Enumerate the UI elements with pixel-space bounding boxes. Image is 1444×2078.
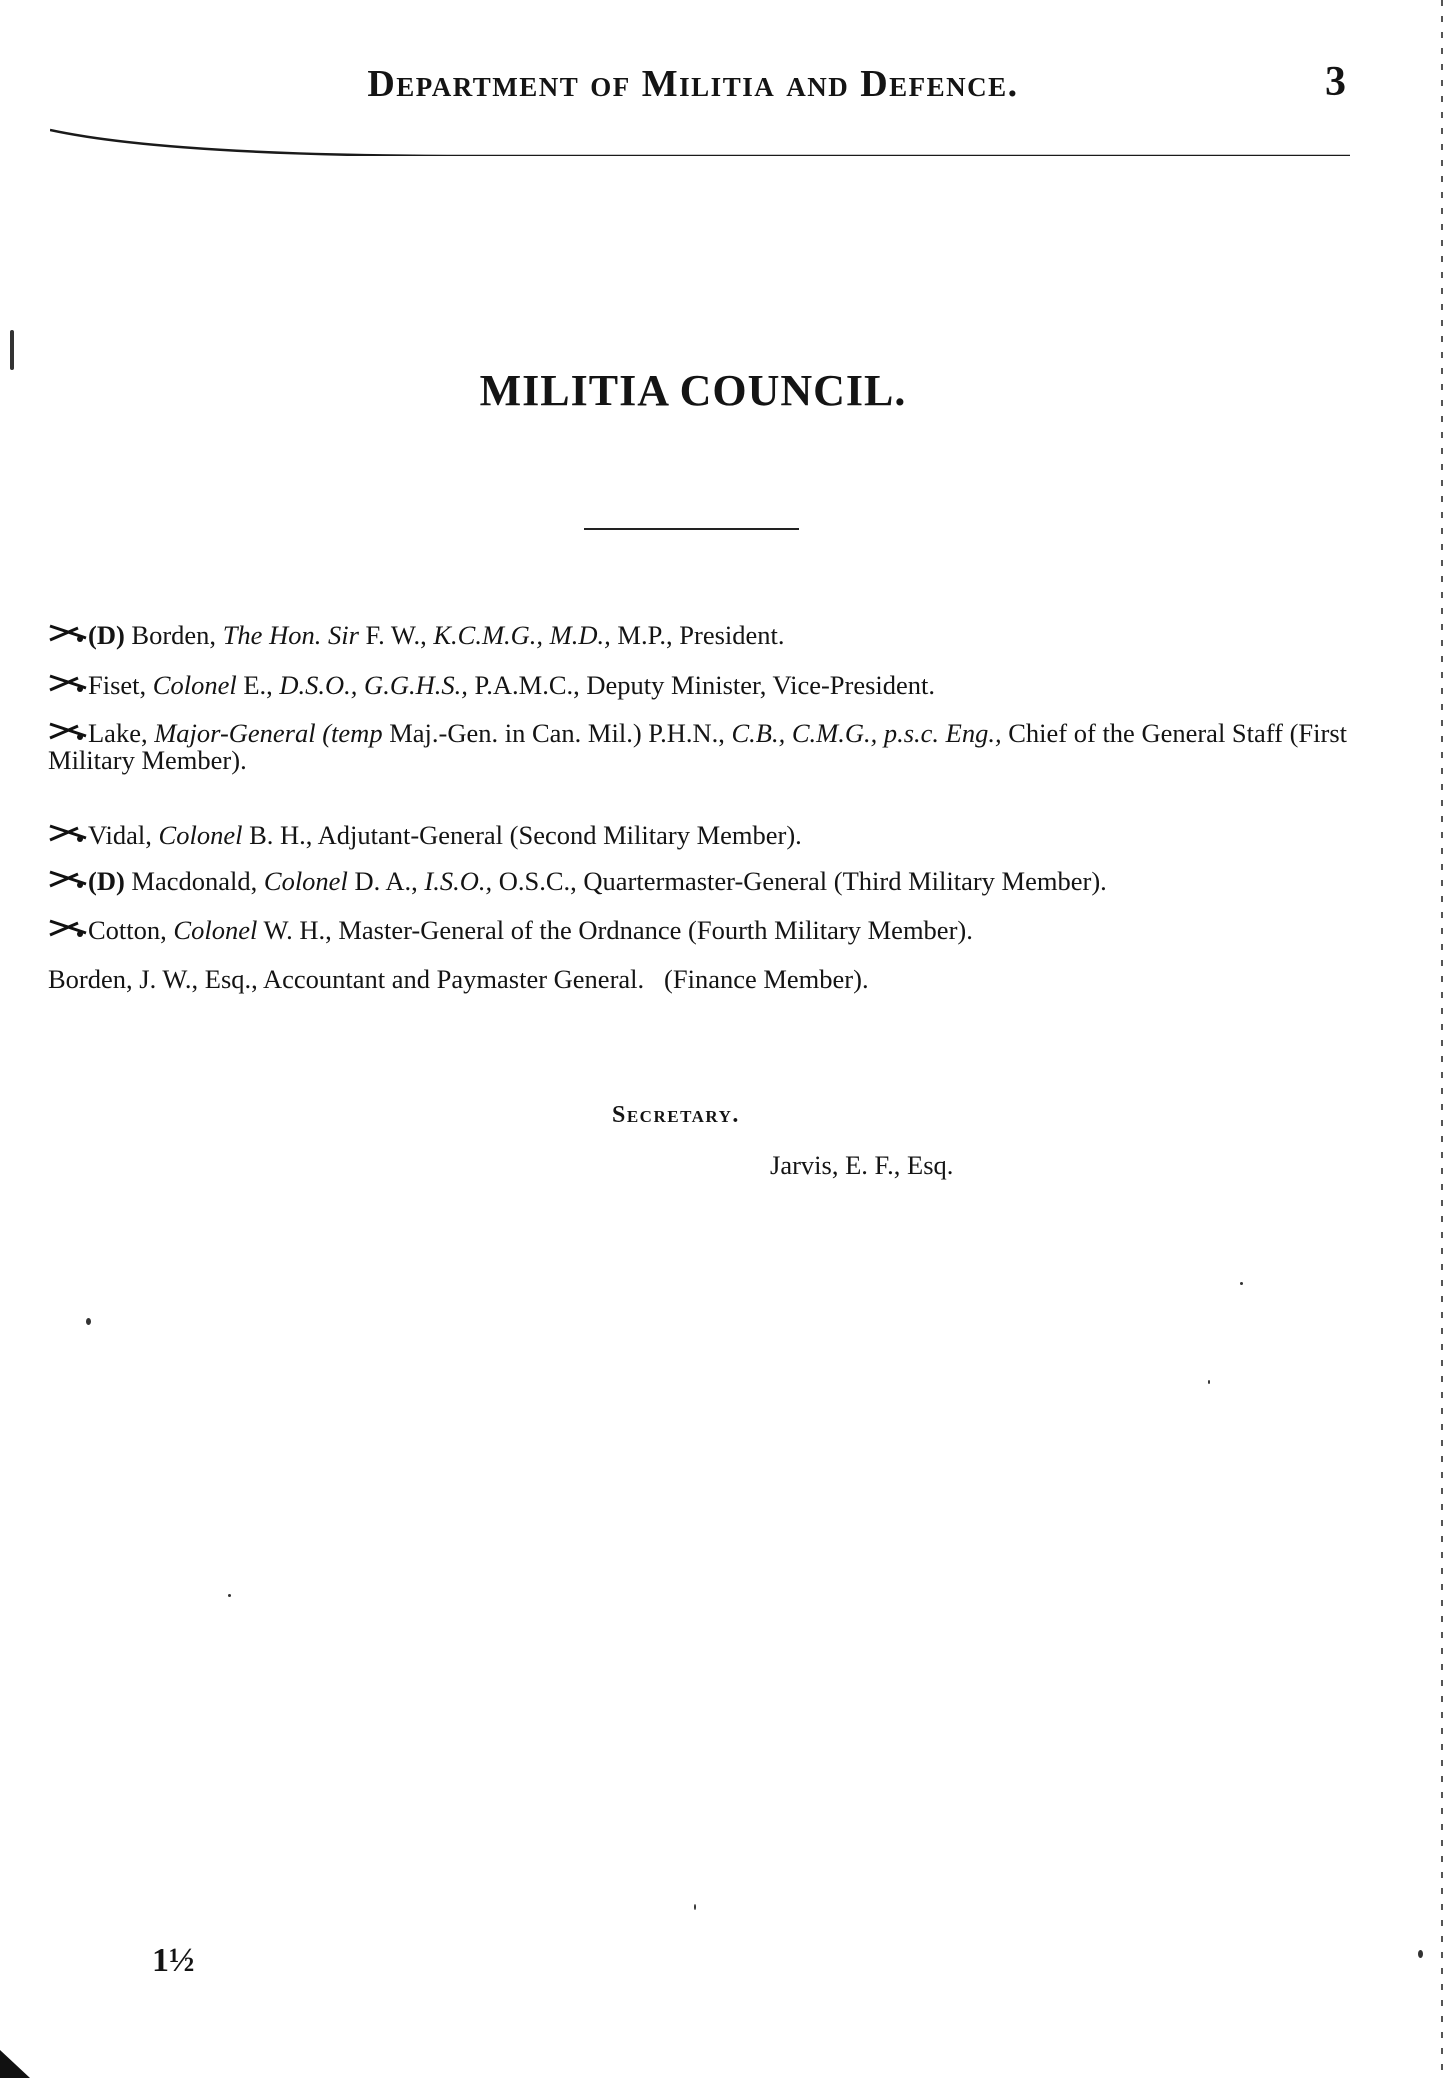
- secretary-heading: Secretary.: [612, 1102, 740, 1128]
- member-honours: D.S.O., G.G.H.S.,: [279, 670, 468, 700]
- member-office: Master-General of the Ordnance (Fourth Military Member).: [338, 915, 973, 945]
- member-initials: W. H.,: [263, 915, 332, 945]
- member-office: Adjutant-General (Second Military Member).: [317, 820, 802, 850]
- member-rank: The Hon. Sir: [222, 620, 359, 650]
- member-entry: [48, 720, 1358, 774]
- scan-speck: [10, 330, 14, 370]
- corner-shadow: [0, 2030, 50, 2078]
- scan-speck: [694, 1904, 696, 1910]
- member-office: P.A.M.C., Deputy Minister, Vice-President.: [474, 670, 936, 700]
- member-entry: [48, 964, 1358, 995]
- header-rule: [50, 126, 1350, 156]
- member-office: O.S.C., Quartermaster-General (Third Military Member).: [498, 866, 1107, 896]
- member-entry: [48, 915, 1358, 946]
- member-entry: [48, 866, 1358, 897]
- member-entry: [48, 670, 1358, 701]
- member-rank: Major-General: [154, 718, 316, 748]
- scan-speck: [228, 1594, 231, 1597]
- scan-speck: [86, 1318, 91, 1325]
- member-surname: Macdonald,: [131, 866, 258, 896]
- member-marker: (D): [88, 866, 125, 896]
- member-initials: Maj.-Gen. in Can. Mil.) P.H.N.,: [389, 718, 725, 748]
- member-rank: Colonel: [263, 866, 348, 896]
- printer-signature-mark: 1½: [152, 1942, 195, 1979]
- member-surname: Lake,: [88, 718, 148, 748]
- scissors-mark-icon: [48, 720, 88, 744]
- member-initials: B. H.,: [249, 820, 313, 850]
- page-edge: [1436, 0, 1444, 2078]
- member-honours: I.S.O.,: [424, 866, 493, 896]
- title-divider: [584, 528, 799, 530]
- scissors-mark-icon: [48, 822, 88, 846]
- secretary-name: Jarvis, E. F., Esq.: [770, 1150, 954, 1180]
- member-rank: Colonel: [173, 915, 258, 945]
- running-header: [0, 58, 1444, 118]
- scissors-mark-icon: [48, 917, 88, 941]
- scan-speck: [1418, 1950, 1423, 1958]
- member-honours: K.C.M.G., M.D.,: [433, 620, 611, 650]
- member-initials: F. W.,: [365, 620, 427, 650]
- member-entry: [48, 820, 1358, 851]
- member-initials: J. W., Esq.,: [139, 964, 258, 994]
- member-initials: E.,: [243, 670, 273, 700]
- member-entry: [48, 620, 1358, 651]
- scan-speck: [1208, 1380, 1210, 1384]
- page-title: MILITIA COUNCIL.: [479, 366, 907, 415]
- member-temp-rank: (temp: [322, 718, 383, 748]
- member-rank: Colonel: [152, 670, 237, 700]
- member-office: M.P., President.: [617, 620, 785, 650]
- member-honours: C.B., C.M.G., p.s.c. Eng.,: [731, 718, 1002, 748]
- member-surname: Fiset,: [88, 670, 147, 700]
- scissors-mark-icon: [48, 868, 88, 892]
- member-rank: Colonel: [158, 820, 243, 850]
- page-number: 3: [1325, 59, 1346, 105]
- scissors-mark-icon: [48, 672, 88, 696]
- member-initials: D. A.,: [354, 866, 418, 896]
- member-surname: Borden,: [131, 620, 217, 650]
- member-office: Accountant and Paymaster General. (Finance Member).: [262, 964, 869, 994]
- member-surname: Cotton,: [88, 915, 167, 945]
- scan-speck: [1240, 1282, 1243, 1285]
- member-office: Chief of the General Staff (First Military Member).: [48, 718, 1348, 775]
- member-surname: Vidal,: [88, 820, 152, 850]
- scissors-mark-icon: [48, 622, 88, 646]
- member-marker: (D): [88, 620, 125, 650]
- running-title: Department of Militia and Defence.: [367, 63, 1019, 105]
- member-surname: Borden,: [48, 964, 133, 994]
